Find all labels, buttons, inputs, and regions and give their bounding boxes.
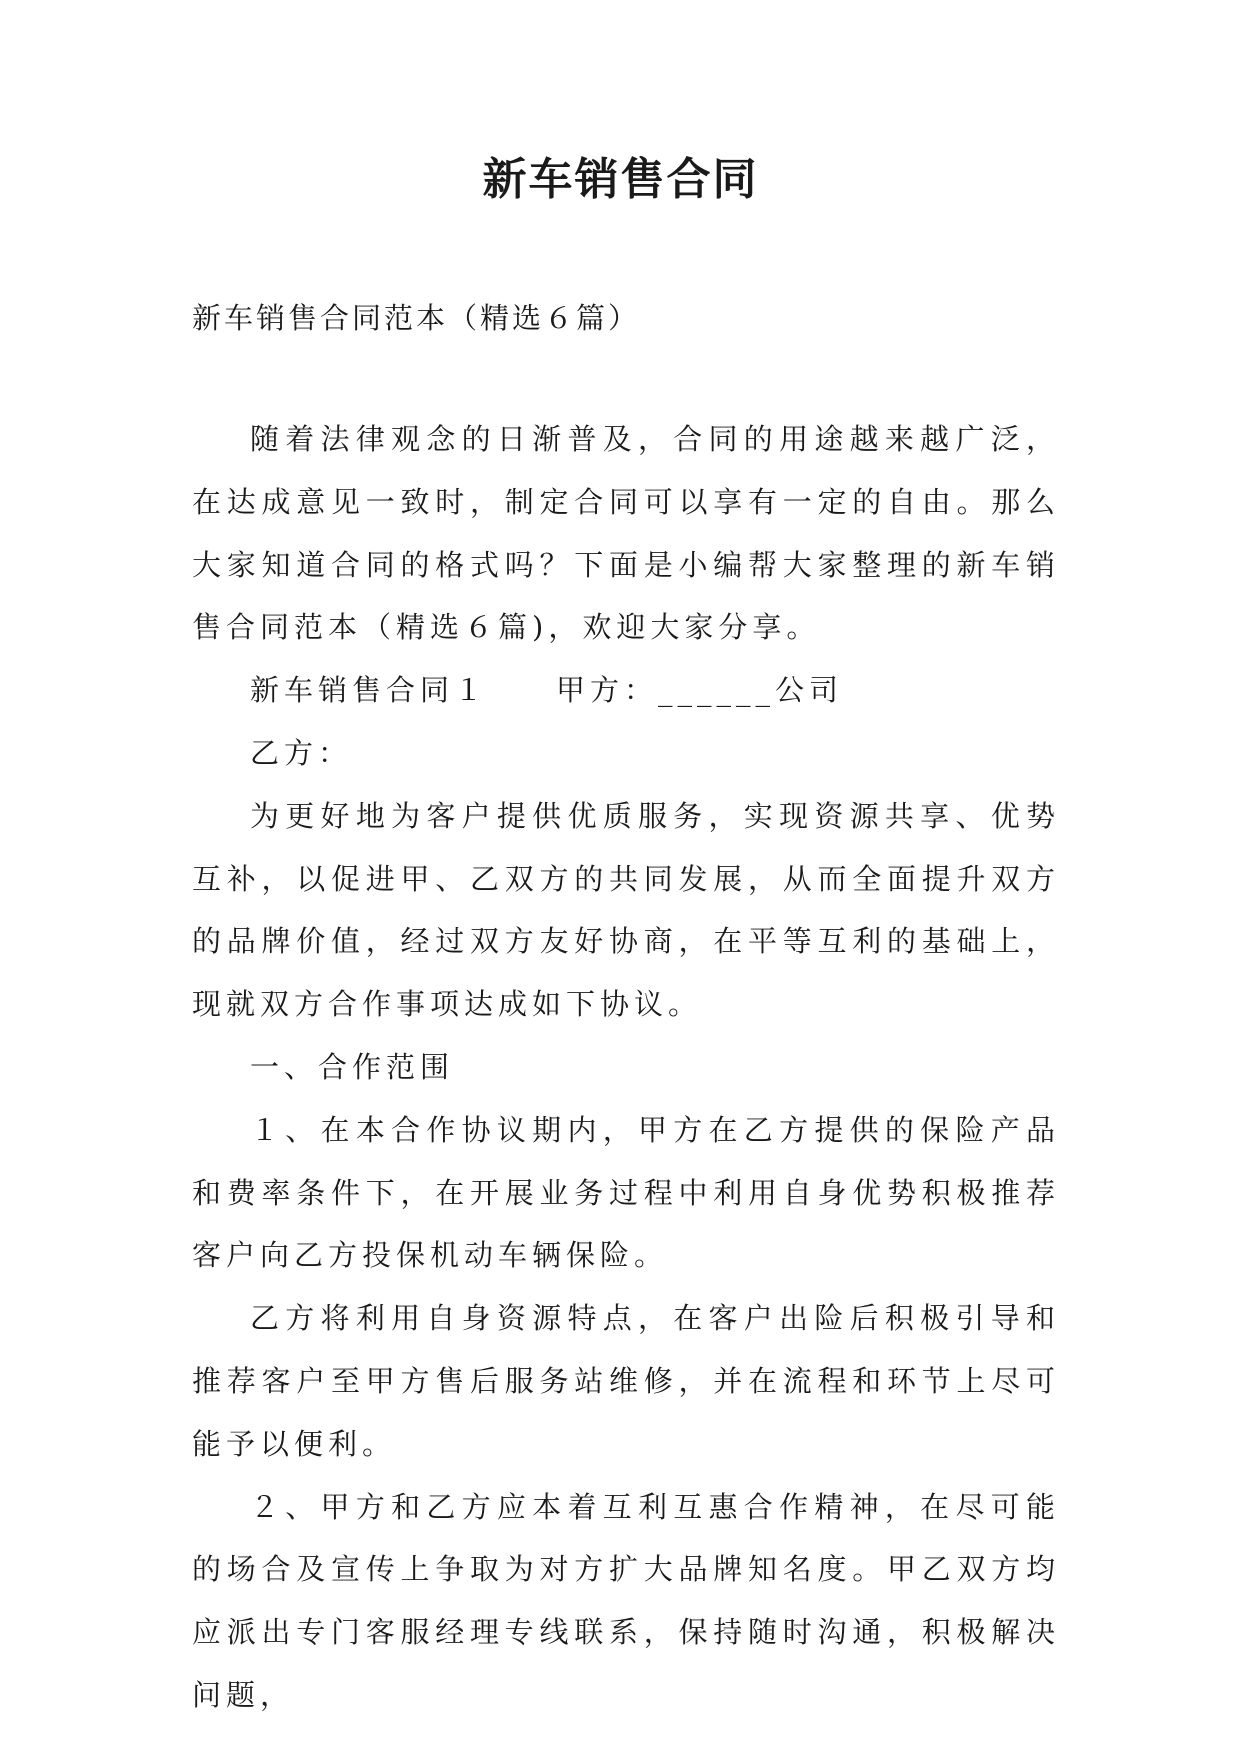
- clause-2-paragraph: ２、甲方和乙方应本着互利互惠合作精神，在尽可能的场合及宣传上争取为对方扩大品牌知名度。甲乙双方均应派出专门客服经理专线联系，保持随时沟通，积极解决问题，: [192, 1489, 1060, 1712]
- party-b-line: 乙方：: [250, 735, 353, 770]
- contract-heading-party-a: 新车销售合同１ 甲方：______公司: [250, 673, 844, 708]
- purpose-paragraph: 为更好地为客户提供优质服务，实现资源共享、优势互补，以促进甲、乙双方的共同发展，从而全面提升双方的品牌价值，经过双方友好协商，在平等互利的基础上，现就双方合作事项达成如下协议。: [192, 798, 1060, 1022]
- clause-1-continuation-paragraph: 乙方将利用自身资源特点，在客户出险后积极引导和推荐客户至甲方售后服务站维修，并在流程和环节上尽可能予以便利。: [192, 1301, 1060, 1461]
- document-body: [192, 408, 1060, 1727]
- section-heading-cooperation-scope: 一、合作范围: [250, 1049, 455, 1084]
- intro-paragraph: 随着法律观念的日渐普及，合同的用途越来越广泛，在达成意见一致时，制定合同可以享有一定的自由。那么大家知道合同的格式吗？下面是小编帮大家整理的新车销售合同范本（精选６篇)，欢迎大家分享。: [192, 422, 1060, 645]
- document-subtitle: 新车销售合同范本（精选６篇）: [192, 301, 641, 335]
- clause-1-paragraph: １、在本合作协议期内，甲方在乙方提供的保险产品和费率条件下，在开展业务过程中利用自身优势积极推荐客户向乙方投保机动车辆保险。: [192, 1112, 1060, 1273]
- document-title: 新车销售合同: [482, 154, 759, 205]
